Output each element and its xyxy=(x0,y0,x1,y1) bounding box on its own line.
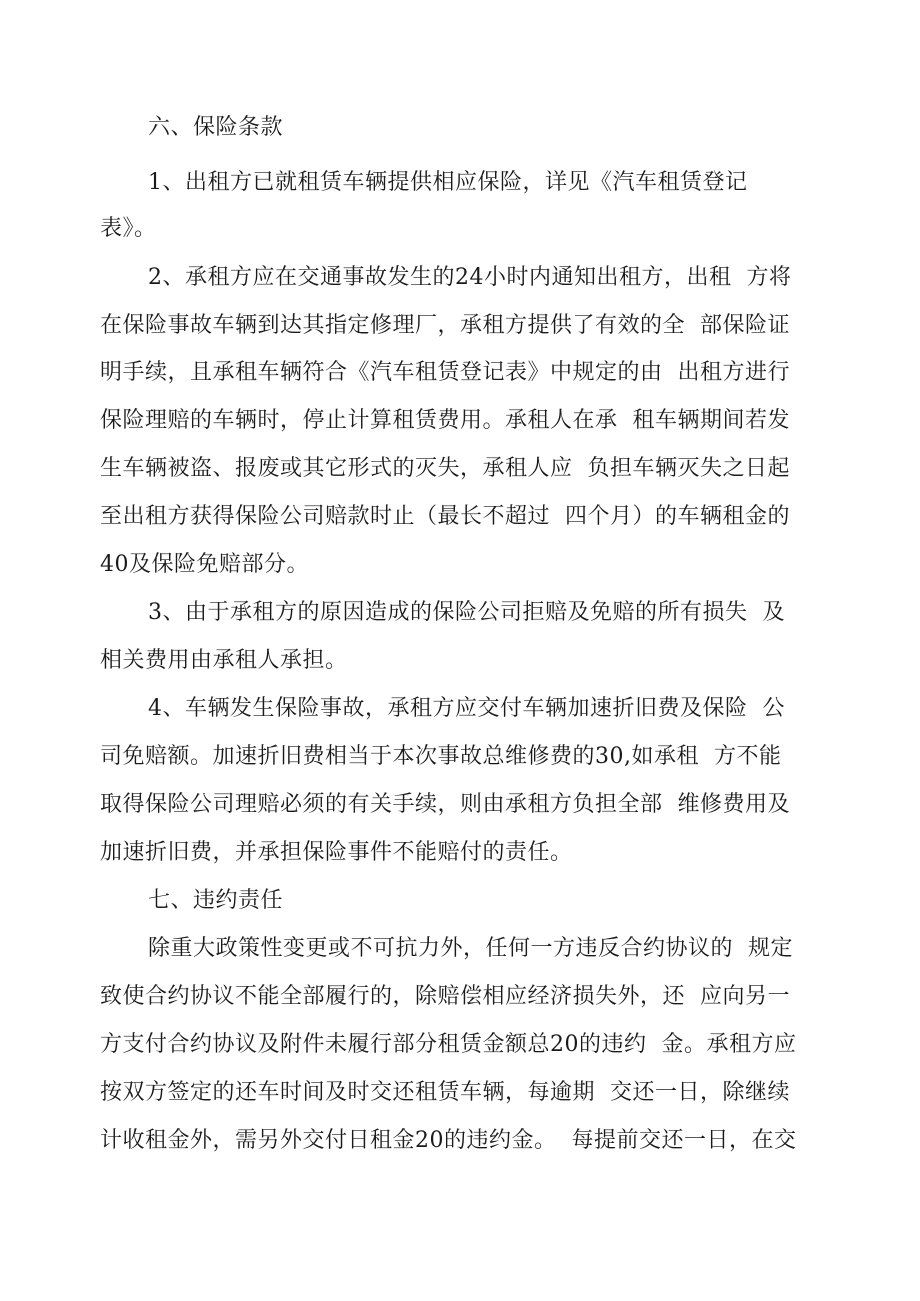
paragraph-line: 在保险事故车辆到达其指定修理厂，承租方提供了有效的全 部保险证 xyxy=(100,313,790,338)
section-heading-breach: 七、违约责任 xyxy=(148,888,284,913)
paragraph-line: 4、车辆发生保险事故，承租方应交付车辆加速折旧费及保险 公 xyxy=(148,696,785,721)
paragraph-line: 明手续，且承租车辆符合《汽车租赁登记表》中规定的由 出租方进行 xyxy=(100,360,790,385)
paragraph-line: 生车辆被盗、报废或其它形式的灭失，承租人应 负担车辆灭失之日起 xyxy=(100,456,790,481)
section-heading-insurance: 六、保险条款 xyxy=(148,115,284,140)
paragraph-line: 致使合约协议不能全部履行的，除赔偿相应经济损失外，还 应向另一 xyxy=(100,984,790,1009)
paragraph-line: 3、由于承租方的原因造成的保险公司拒赔及免赔的所有损失 及 xyxy=(148,600,785,625)
paragraph-line: 计收租金外，需另外交付日租金20的违约金。 每提前交还一日，在交 xyxy=(100,1128,797,1153)
paragraph-line: 保险理赔的车辆时，停止计算租赁费用。承租人在承 租车辆期间若发 xyxy=(100,408,790,433)
paragraph-line: 表》。 xyxy=(100,216,157,241)
paragraph-line: 40及保险免赔部分。 xyxy=(100,552,309,577)
paragraph-line: 除重大政策性变更或不可抗力外，任何一方违反合约协议的 规定 xyxy=(148,936,793,961)
paragraph-line: 司免赔额。加速折旧费相当于本次事故总维修费的30,如承租 方不能 xyxy=(100,744,782,769)
paragraph-line: 取得保险公司理赔必须的有关手续，则由承租方负担全部 维修费用及 xyxy=(100,792,790,817)
paragraph-line: 加速折旧费，并承担保险事件不能赔付的责任。 xyxy=(100,840,573,865)
paragraph-line: 方支付合约协议及附件未履行部分租赁金额总20的违约 金。承租方应 xyxy=(100,1032,797,1057)
paragraph-line: 2、承租方应在交通事故发生的24小时内通知出租方，出租 方将 xyxy=(148,265,792,290)
paragraph-line: 相关费用由承租人承担。 xyxy=(100,648,348,673)
paragraph-line: 至出租方获得保险公司赔款时止（最长不超过 四个月）的车辆租金的 xyxy=(100,504,790,529)
paragraph-line: 按双方签定的还车时间及时交还租赁车辆，每逾期 交还一日，除继续 xyxy=(100,1080,790,1105)
paragraph-line: 1、出租方已就租赁车辆提供相应保险，详见《汽车租赁登记 xyxy=(148,170,748,195)
